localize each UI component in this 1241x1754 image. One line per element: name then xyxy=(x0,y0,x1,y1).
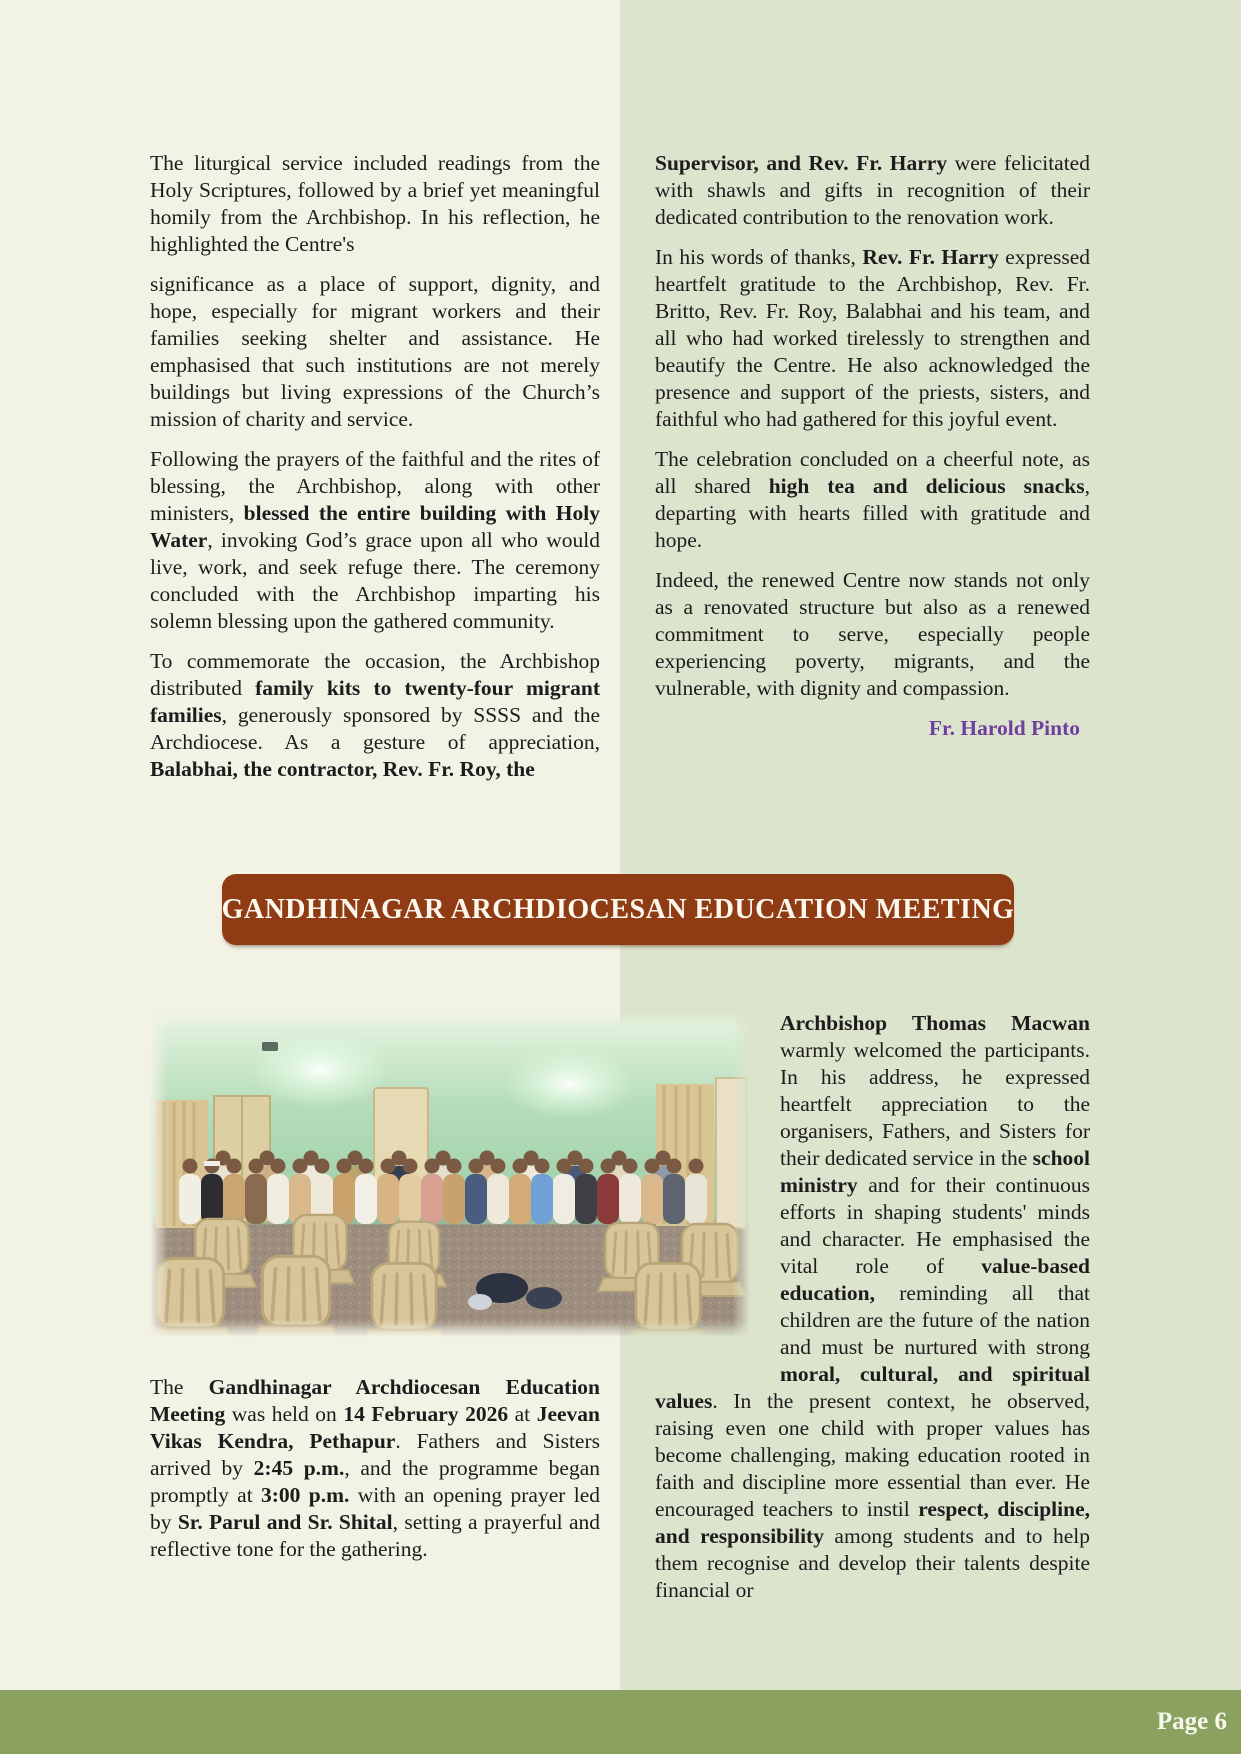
article-paragraph: Indeed, the renewed Centre now stands not only as a renovated structure but also as a renewed commitment to serve, especially people experiencing poverty, migrants, and the vulnerable, with dignity and compassion. xyxy=(655,568,1090,700)
section-banner xyxy=(222,874,1014,945)
education-meeting-body-paragraph xyxy=(655,1010,1090,1604)
article-paragraph: The celebration concluded on a cheerful note, as all shared high tea and delicious snacks, departing with hearts filled with gratitude and hope. xyxy=(655,447,1090,552)
article-paragraph: To commemorate the occasion, the Archbishop distributed family kits to twenty-four migrant families, generously sponsored by SSSS and the Archdiocese. As a gesture of appreciation, Balabhai, the contractor, Rev. Fr. Roy, the xyxy=(150,649,601,781)
article-paragraph: The liturgical service included readings from the Holy Scriptures, followed by a brief yet meaningful homily from the Archbishop. In his reflection, he highlighted the Centre's xyxy=(150,151,600,256)
page-number-label: Page 6 xyxy=(1156,1708,1227,1735)
article-paragraph: In his words of thanks, Rev. Fr. Harry expressed heartfelt gratitude to the Archbishop, Rev. Fr. Britto, Rev. Fr. Roy, Balabhai and his team, and all who had worked tirelessly to strengthen and beautify the Centre. He also acknowledged the presence and support of the priests, sisters, and faithful who had gathered for this joyful event. xyxy=(655,245,1090,431)
education-meeting-body-text: Archbishop Thomas Macwan warmly welcomed the participants. In his address, he expressed heartfelt appreciation to the organisers, Fathers, and Sisters for their dedicated service in the school ministry and for their continuous efforts in shaping students' minds and character. He emphasised the vital role of value-based education, reminding all that children are the future of the nation and must be nurtured with strong moral, cultural, and spiritual values. In the present context, he observed, raising even one child with proper values has become challenging, making education rooted in faith and discipline more essential than ever. He encouraged teachers to instil respect, discipline, and responsibility among students and to help them recognise and develop their talents despite financial or xyxy=(655,1011,1090,1602)
article-paragraph: Following the prayers of the faithful and the rites of blessing, the Archbishop, along with other ministers, blessed the entire building with Holy Water, invoking God’s grace upon all who would live, work, and seek refuge there. The ceremony concluded with the Archbishop imparting his solemn blessing upon the gathered community. xyxy=(150,447,600,633)
right-text-column xyxy=(655,150,1090,742)
left-text-column xyxy=(150,150,600,796)
author-signature: Fr. Harold Pinto xyxy=(928,716,1080,740)
section-banner-title: GANDHINAGAR ARCHDIOCESAN EDUCATION MEETING xyxy=(221,893,1015,925)
photo-text-wrap-spacer xyxy=(655,1010,780,1362)
article-paragraph: Supervisor, and Rev. Fr. Harry were felicitated with shawls and gifts in recognition of their dedicated contribution to the renovation work. xyxy=(655,151,1090,229)
footer-bar xyxy=(0,1690,1241,1754)
article-paragraph: significance as a place of support, dignity, and hope, especially for migrant workers and their families seeking shelter and assistance. He emphasised that such institutions are not merely buildings but living expressions of the Church’s mission of charity and service. xyxy=(150,272,600,431)
education-meeting-caption-paragraph: The Gandhinagar Archdiocesan Education Meeting was held on 14 February 2026 at Jeevan Vikas Kendra, Pethapur. Fathers and Sisters arrived by 2:45 p.m., and the programme began promptly at 3:00 p.m. with an opening prayer led by Sr. Parul and Sr. Shital, setting a prayerful and reflective tone for the gathering. xyxy=(150,1374,600,1561)
